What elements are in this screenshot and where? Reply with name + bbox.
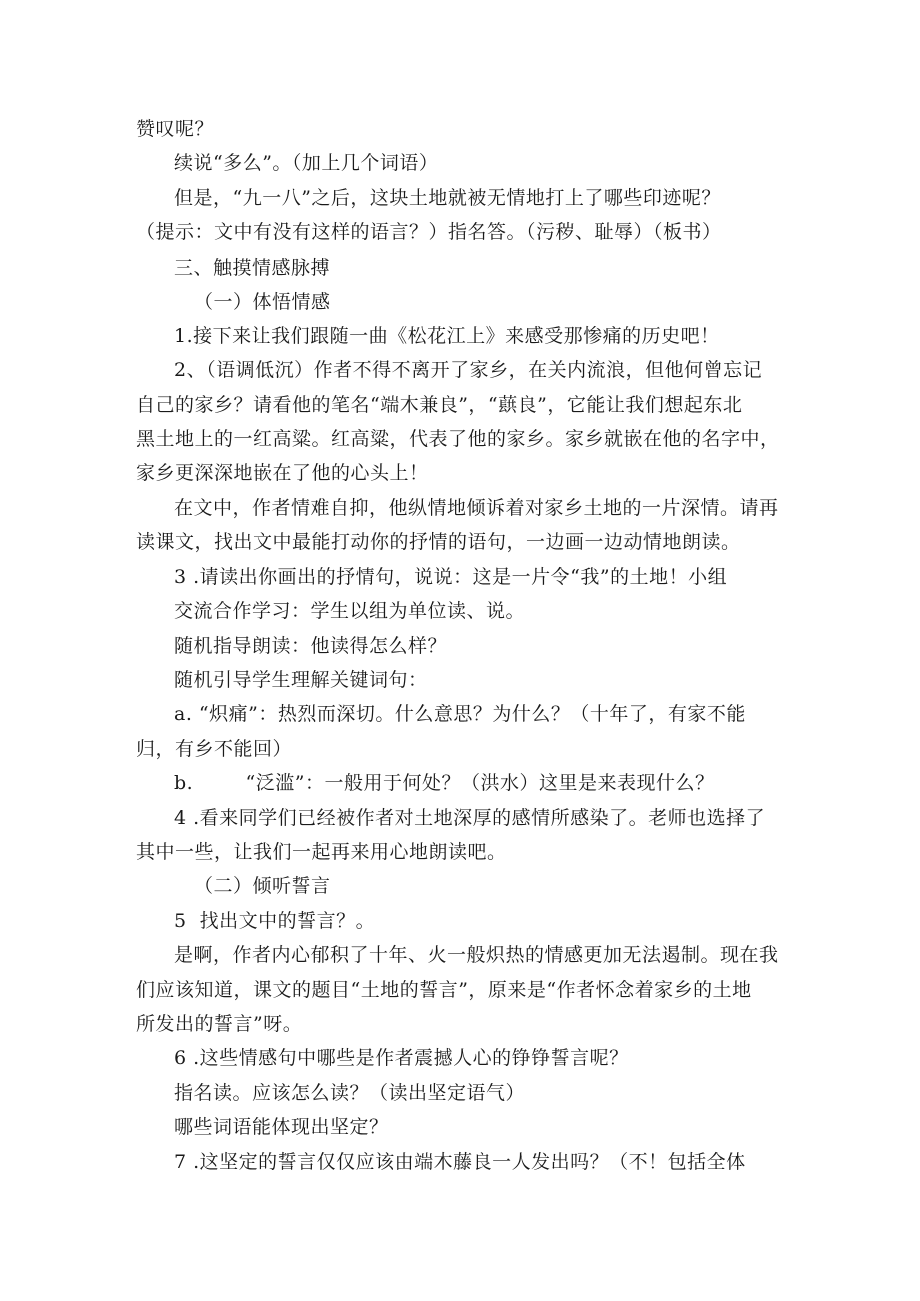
text-line: 们应该知道，课文的题目“土地的誓言”，原来是“作者怀念着家乡的土地 bbox=[136, 979, 752, 1001]
text-line: 4 .看来同学们已经被作者对土地深厚的感情所感染了。老师也选择了 bbox=[174, 807, 766, 829]
text-line: 黑土地上的一红高粱。红高粱，代表了他的家乡。家乡就嵌在他的名字中， bbox=[136, 428, 780, 450]
text-line: 随机指导朗读：他读得怎么样？ bbox=[174, 635, 448, 657]
text-line: 交流合作学习：学生以组为单位读、说。 bbox=[174, 600, 526, 622]
text-line: 哪些词语能体现出坚定？ bbox=[174, 1116, 389, 1138]
section-heading: 三、触摸情感脉搏 bbox=[174, 257, 331, 279]
subsection-heading: （一）体悟情感 bbox=[194, 291, 331, 313]
text-line: b. “泛滥”：一般用于何处？（洪水）这里是来表现什么？ bbox=[174, 772, 715, 794]
text-line: 其中一些，让我们一起再来用心地朗读吧。 bbox=[136, 841, 507, 863]
text-line: 家乡更深深地嵌在了他的心头上！ bbox=[136, 462, 429, 484]
text-line: 随机引导学生理解关键词句： bbox=[174, 669, 428, 691]
text-line: 1.接下来让我们跟随一曲《松花江上》来感受那惨痛的历史吧！ bbox=[174, 325, 720, 347]
subsection-heading: （二）倾听誓言 bbox=[194, 875, 331, 897]
text-line: 归，有乡不能回） bbox=[136, 738, 293, 760]
text-line: 7 .这坚定的誓言仅仅应该由端木藤良一人发出吗？（不！包括全体 bbox=[174, 1151, 746, 1173]
text-line: 续说“多么”。（加上几个词语） bbox=[174, 152, 439, 174]
text-line: 5 找出文中的誓言？。 bbox=[174, 910, 376, 932]
text-line: 6 .这些情感句中哪些是作者震撼人心的铮铮誓言呢？ bbox=[174, 1047, 629, 1069]
text-line: 自己的家乡？请看他的笔名“端木兼良”，“蕻良”，它能让我们想起东北 bbox=[136, 394, 743, 416]
text-line: 赞叹呢？ bbox=[136, 118, 215, 140]
text-line: 3 .请读出你画出的抒情句，说说：这是一片令“我”的土地！小组 bbox=[174, 566, 728, 588]
text-line: 但是，“九一八”之后，这块土地就被无情地打上了哪些印迹呢？ bbox=[174, 187, 721, 209]
text-line: 所发出的誓言”呀。 bbox=[136, 1013, 303, 1035]
text-line: 读课文，找出文中最能打动你的抒情的语句，一边画一边动情地朗读。 bbox=[136, 531, 741, 553]
text-line: 是啊，作者内心郁积了十年、火一般炽热的情感更加无法遏制。现在我 bbox=[174, 944, 779, 966]
text-line: （提示：文中有没有这样的语言？）指名答。（污秽、耻辱）（板书） bbox=[136, 221, 722, 243]
text-line: 2、（语调低沉）作者不得不离开了家乡，在关内流浪，但他何曾忘记 bbox=[174, 359, 763, 381]
text-line: 指名读。应该怎么读？（读出坚定语气） bbox=[174, 1082, 526, 1104]
text-line: a. “炽痛”：热烈而深切。什么意思？为什么？（十年了，有家不能 bbox=[174, 703, 746, 725]
text-line: 在文中，作者情难自抑，他纵情地倾诉着对家乡土地的一片深情。请再 bbox=[174, 497, 779, 519]
